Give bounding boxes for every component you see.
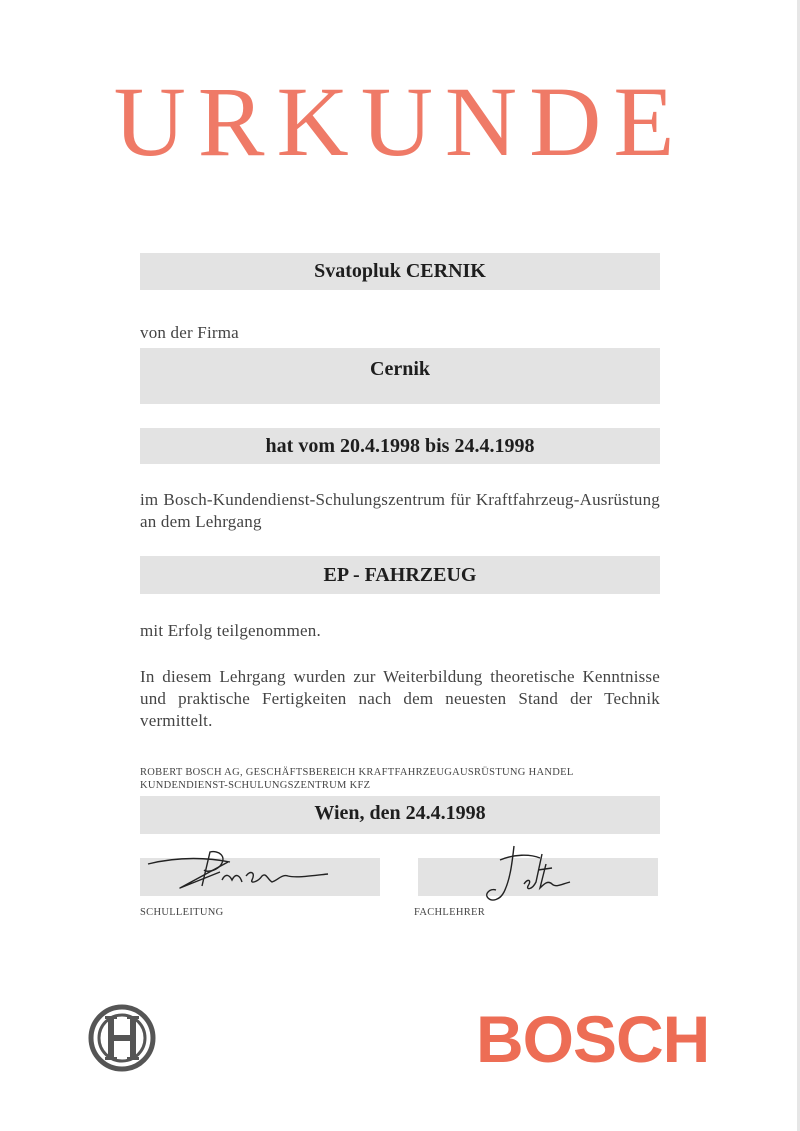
course-intro: im Bosch-Kundendienst-Schulungszentrum für Kraftfahrzeug-Ausrüstung an dem Lehrgang [140,490,660,531]
signature-left-icon [140,846,340,906]
participant-name: Svatopluk CERNIK [140,253,660,290]
company-name: Cernik [140,348,660,404]
issuer-line-2: KUNDENDIENST-SCHULUNGSZENTRUM KFZ [140,780,371,791]
signature-right-icon [470,840,590,910]
course-date-range: hat vom 20.4.1998 bis 24.4.1998 [140,428,660,464]
company-intro: von der Firma [140,323,239,342]
certificate-title: URKUNDE [113,66,687,177]
signature-label-right: FACHLEHRER [414,907,486,918]
place-and-date: Wien, den 24.4.1998 [140,796,660,834]
issuer-line-1: ROBERT BOSCH AG, GESCHÄFTSBEREICH KRAFTFAHRZEUGAUSRÜSTUNG HANDEL [140,767,574,778]
signature-label-left: SCHULLEITUNG [140,907,224,918]
course-name: EP - FAHRZEUG [140,556,660,594]
bosch-armature-logo-icon [88,1004,156,1072]
course-description: In diesem Lehrgang wurden zur Weiterbildung theoretische Kenntnisse und praktische Fertigkeiten nach dem neuesten Stand der Technik vermittelt. [140,667,660,730]
success-text: mit Erfolg teilgenommen. [140,621,321,640]
bosch-wordmark: BOSCH [476,1002,710,1076]
